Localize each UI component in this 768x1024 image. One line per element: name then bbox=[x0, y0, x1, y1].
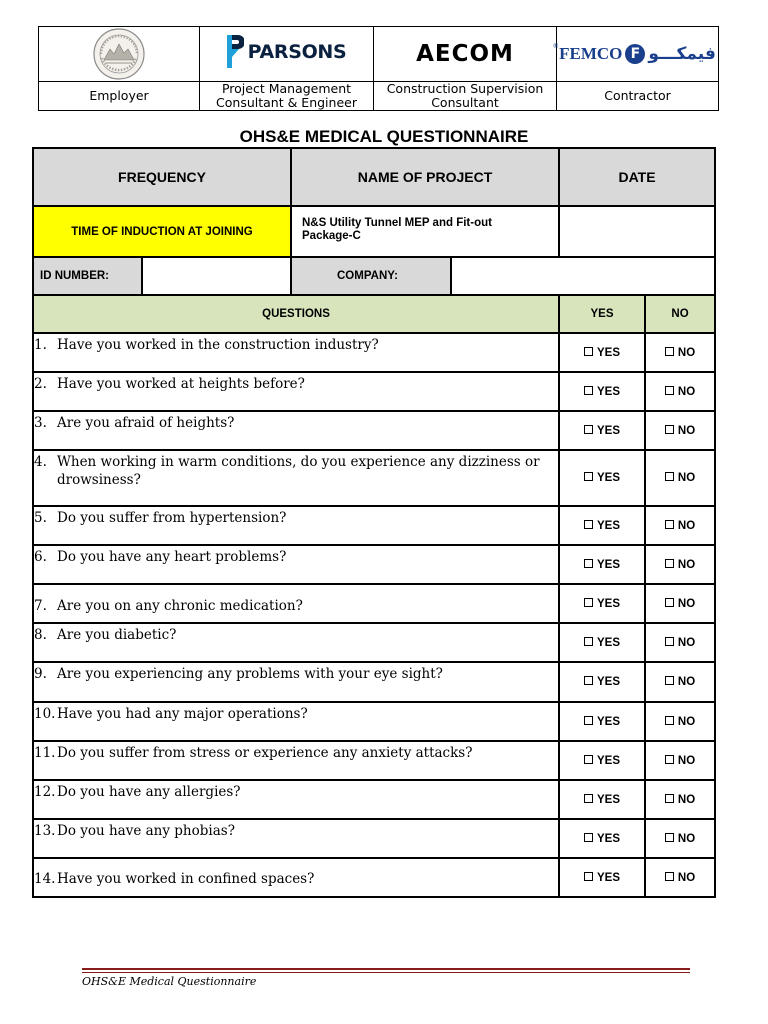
question-cell bbox=[33, 584, 559, 623]
role-pmc: Project Management Consultant & Engineer bbox=[200, 82, 374, 111]
question-number: 12. bbox=[34, 784, 56, 800]
yes-option-label: YES bbox=[597, 424, 621, 437]
no-option-label: NO bbox=[677, 676, 696, 688]
question-row bbox=[33, 450, 715, 506]
question-text: Do you have any phobias? bbox=[57, 823, 235, 839]
question-text: Are you afraid of heights? bbox=[57, 415, 235, 431]
question-text: Do you have any heart problems? bbox=[57, 549, 287, 565]
yes-option-label: YES bbox=[597, 793, 621, 806]
parsons-mark-icon bbox=[227, 35, 244, 68]
question-text: Do you suffer from hypertension? bbox=[57, 510, 287, 526]
date-header: DATE bbox=[559, 148, 715, 206]
no-option[interactable] bbox=[645, 506, 715, 545]
question-cell bbox=[33, 545, 559, 584]
question-number: 6. bbox=[34, 549, 47, 565]
yes-checkbox-icon[interactable] bbox=[584, 872, 593, 881]
question-number: 4. bbox=[34, 454, 47, 470]
question-text: Have you worked at heights before? bbox=[57, 376, 305, 392]
question-cell bbox=[33, 858, 559, 897]
question-number: 8. bbox=[34, 627, 47, 643]
no-option-label: NO bbox=[677, 832, 696, 845]
femco-logo bbox=[553, 42, 716, 64]
yes-option-label: YES bbox=[597, 636, 621, 649]
yes-checkbox-icon[interactable] bbox=[584, 559, 593, 568]
question-number: 9. bbox=[34, 666, 47, 682]
femco-mark-icon: F bbox=[625, 44, 645, 64]
yes-checkbox-icon[interactable] bbox=[584, 598, 593, 607]
question-row bbox=[33, 662, 715, 702]
question-row bbox=[33, 741, 715, 780]
no-option[interactable] bbox=[645, 741, 715, 780]
question-row bbox=[33, 372, 715, 411]
question-row bbox=[33, 411, 715, 450]
yes-option[interactable] bbox=[559, 411, 645, 450]
role-employer: Employer bbox=[39, 82, 200, 111]
pmc-logo-cell bbox=[200, 27, 374, 82]
question-number: 7. bbox=[34, 598, 47, 614]
no-option[interactable] bbox=[645, 584, 715, 623]
question-number: 5. bbox=[34, 510, 47, 526]
yes-checkbox-icon[interactable] bbox=[584, 676, 593, 685]
question-row bbox=[33, 506, 715, 545]
yes-option[interactable] bbox=[559, 858, 645, 897]
no-option[interactable] bbox=[645, 819, 715, 858]
yes-checkbox-icon[interactable] bbox=[584, 472, 593, 481]
date-field[interactable] bbox=[559, 206, 715, 257]
question-cell bbox=[33, 662, 559, 702]
id-number-field[interactable] bbox=[142, 257, 291, 295]
question-row bbox=[33, 623, 715, 662]
question-number: 1. bbox=[34, 337, 47, 353]
yes-option[interactable] bbox=[559, 702, 645, 741]
question-cell bbox=[33, 819, 559, 858]
project-header: NAME OF PROJECT bbox=[291, 148, 559, 206]
role-csc: Construction Supervision Consultant bbox=[374, 82, 557, 111]
question-row bbox=[33, 858, 715, 897]
no-option[interactable] bbox=[645, 623, 715, 662]
no-option-label: NO bbox=[677, 424, 696, 437]
yes-option[interactable] bbox=[559, 819, 645, 858]
question-cell bbox=[33, 780, 559, 819]
yes-option-label: YES bbox=[597, 676, 621, 688]
no-option[interactable] bbox=[645, 450, 715, 506]
question-text: Have you worked in confined spaces? bbox=[57, 871, 315, 887]
question-number: 10. bbox=[34, 706, 56, 722]
no-option-label: NO bbox=[677, 793, 696, 806]
yes-checkbox-icon[interactable] bbox=[584, 425, 593, 434]
question-number: 3. bbox=[34, 415, 47, 431]
no-option-label: NO bbox=[677, 636, 696, 649]
project-value: N&S Utility Tunnel MEP and Fit-out Package-C bbox=[291, 206, 559, 257]
question-cell bbox=[33, 450, 559, 506]
question-row bbox=[33, 545, 715, 584]
no-checkbox-icon[interactable] bbox=[665, 520, 674, 529]
question-text: Have you worked in the construction industry? bbox=[57, 337, 379, 353]
yes-checkbox-icon[interactable] bbox=[584, 347, 593, 356]
femco-arabic-wordmark: فيمكـــو bbox=[648, 44, 716, 64]
no-checkbox-icon[interactable] bbox=[665, 347, 674, 356]
question-cell bbox=[33, 741, 559, 780]
no-option[interactable] bbox=[645, 372, 715, 411]
no-option-label: NO bbox=[677, 715, 696, 728]
yes-checkbox-icon[interactable] bbox=[584, 386, 593, 395]
frequency-value: TIME OF INDUCTION AT JOINING bbox=[33, 206, 291, 257]
no-checkbox-icon[interactable] bbox=[665, 676, 674, 685]
company-label: COMPANY: bbox=[291, 257, 451, 295]
question-row bbox=[33, 333, 715, 372]
question-row bbox=[33, 702, 715, 741]
no-option-label: NO bbox=[677, 346, 696, 359]
page-title: OHS&E MEDICAL QUESTIONNAIRE bbox=[239, 127, 529, 146]
yes-checkbox-icon[interactable] bbox=[584, 755, 593, 764]
question-cell bbox=[33, 411, 559, 450]
parsons-logo bbox=[227, 35, 347, 68]
role-contractor: Contractor bbox=[557, 82, 719, 111]
yes-option-label: YES bbox=[597, 597, 621, 610]
no-option-label: NO bbox=[677, 754, 696, 767]
question-cell bbox=[33, 702, 559, 741]
no-checkbox-icon[interactable] bbox=[665, 833, 674, 842]
no-option-label: NO bbox=[677, 558, 696, 571]
yes-option[interactable] bbox=[559, 780, 645, 819]
frequency-header: FREQUENCY bbox=[33, 148, 291, 206]
no-option[interactable] bbox=[645, 858, 715, 897]
question-cell bbox=[33, 506, 559, 545]
yes-option-label: YES bbox=[597, 472, 621, 484]
aecom-wordmark: AECOM bbox=[416, 41, 514, 67]
employer-logo-cell bbox=[39, 27, 200, 82]
footer-rule-thick bbox=[82, 968, 690, 970]
question-cell bbox=[33, 372, 559, 411]
contractor-logo-cell bbox=[553, 27, 719, 82]
yes-checkbox-icon[interactable] bbox=[584, 637, 593, 646]
yes-option[interactable] bbox=[559, 333, 645, 372]
yes-option-label: YES bbox=[597, 385, 621, 398]
no-option[interactable] bbox=[645, 411, 715, 450]
footer-text: OHS&E Medical Questionnaire bbox=[82, 975, 257, 988]
yes-option[interactable] bbox=[559, 584, 645, 623]
no-checkbox-icon[interactable] bbox=[665, 472, 674, 481]
questionnaire-table bbox=[32, 147, 716, 898]
question-text: When working in warm conditions, do you experience any dizziness or drowsiness? bbox=[57, 454, 540, 488]
question-text: Have you had any major operations? bbox=[57, 706, 308, 722]
no-checkbox-icon[interactable] bbox=[665, 716, 674, 725]
yes-option-label: YES bbox=[597, 715, 621, 728]
question-rows bbox=[33, 333, 715, 897]
no-option[interactable] bbox=[645, 702, 715, 741]
no-checkbox-icon[interactable] bbox=[665, 598, 674, 607]
question-cell bbox=[33, 333, 559, 372]
no-option[interactable] bbox=[645, 333, 715, 372]
yes-checkbox-icon[interactable] bbox=[584, 716, 593, 725]
question-text: Are you diabetic? bbox=[57, 627, 177, 643]
yes-option[interactable] bbox=[559, 372, 645, 411]
yes-option[interactable] bbox=[559, 741, 645, 780]
question-text: Are you experiencing any problems with your eye sight? bbox=[57, 666, 443, 682]
question-number: 2. bbox=[34, 376, 47, 392]
yes-option-label: YES bbox=[597, 558, 621, 571]
no-option-label: NO bbox=[677, 871, 696, 884]
no-option[interactable] bbox=[645, 780, 715, 819]
yes-option[interactable] bbox=[559, 545, 645, 584]
yes-checkbox-icon[interactable] bbox=[584, 794, 593, 803]
id-number-label: ID NUMBER: bbox=[33, 257, 142, 295]
question-text: Are you on any chronic medication? bbox=[57, 598, 303, 614]
yes-option[interactable] bbox=[559, 662, 645, 702]
yes-option-label: YES bbox=[597, 519, 621, 532]
yes-option-label: YES bbox=[597, 871, 621, 884]
yes-option-label: YES bbox=[597, 754, 621, 767]
question-number: 11. bbox=[34, 745, 56, 761]
question-row bbox=[33, 584, 715, 623]
question-text: Do you have any allergies? bbox=[57, 784, 241, 800]
no-checkbox-icon[interactable] bbox=[665, 559, 674, 568]
no-checkbox-icon[interactable] bbox=[665, 872, 674, 881]
company-field[interactable] bbox=[451, 257, 715, 295]
header-logo-table bbox=[38, 26, 719, 111]
question-cell bbox=[33, 623, 559, 662]
questions-header: QUESTIONS bbox=[33, 295, 559, 333]
no-checkbox-icon[interactable] bbox=[665, 755, 674, 764]
no-checkbox-icon[interactable] bbox=[665, 425, 674, 434]
no-header: NO bbox=[645, 295, 715, 333]
no-checkbox-icon[interactable] bbox=[665, 386, 674, 395]
yes-header: YES bbox=[559, 295, 645, 333]
question-number: 13. bbox=[34, 823, 56, 839]
question-text: Do you suffer from stress or experience any anxiety attacks? bbox=[57, 745, 473, 761]
no-option-label: NO bbox=[677, 519, 696, 532]
yes-checkbox-icon[interactable] bbox=[584, 833, 593, 842]
employer-seal-icon bbox=[92, 27, 146, 81]
no-checkbox-icon[interactable] bbox=[665, 794, 674, 803]
no-option-label: NO bbox=[677, 385, 696, 398]
femco-wordmark: ® FEMCO bbox=[553, 42, 623, 63]
question-row bbox=[33, 780, 715, 819]
no-option-label: NO bbox=[677, 472, 696, 484]
footer-rule-thin bbox=[82, 972, 690, 973]
yes-checkbox-icon[interactable] bbox=[584, 520, 593, 529]
yes-option-label: YES bbox=[597, 832, 621, 845]
no-checkbox-icon[interactable] bbox=[665, 637, 674, 646]
no-option[interactable] bbox=[645, 545, 715, 584]
yes-option[interactable] bbox=[559, 623, 645, 662]
parsons-wordmark: PARSONS bbox=[247, 40, 347, 63]
yes-option-label: YES bbox=[597, 346, 621, 359]
yes-option[interactable] bbox=[559, 506, 645, 545]
no-option[interactable] bbox=[645, 662, 715, 702]
yes-option[interactable] bbox=[559, 450, 645, 506]
no-option-label: NO bbox=[677, 597, 696, 610]
question-row bbox=[33, 819, 715, 858]
question-number: 14. bbox=[34, 871, 56, 887]
csc-logo-cell bbox=[374, 27, 557, 82]
